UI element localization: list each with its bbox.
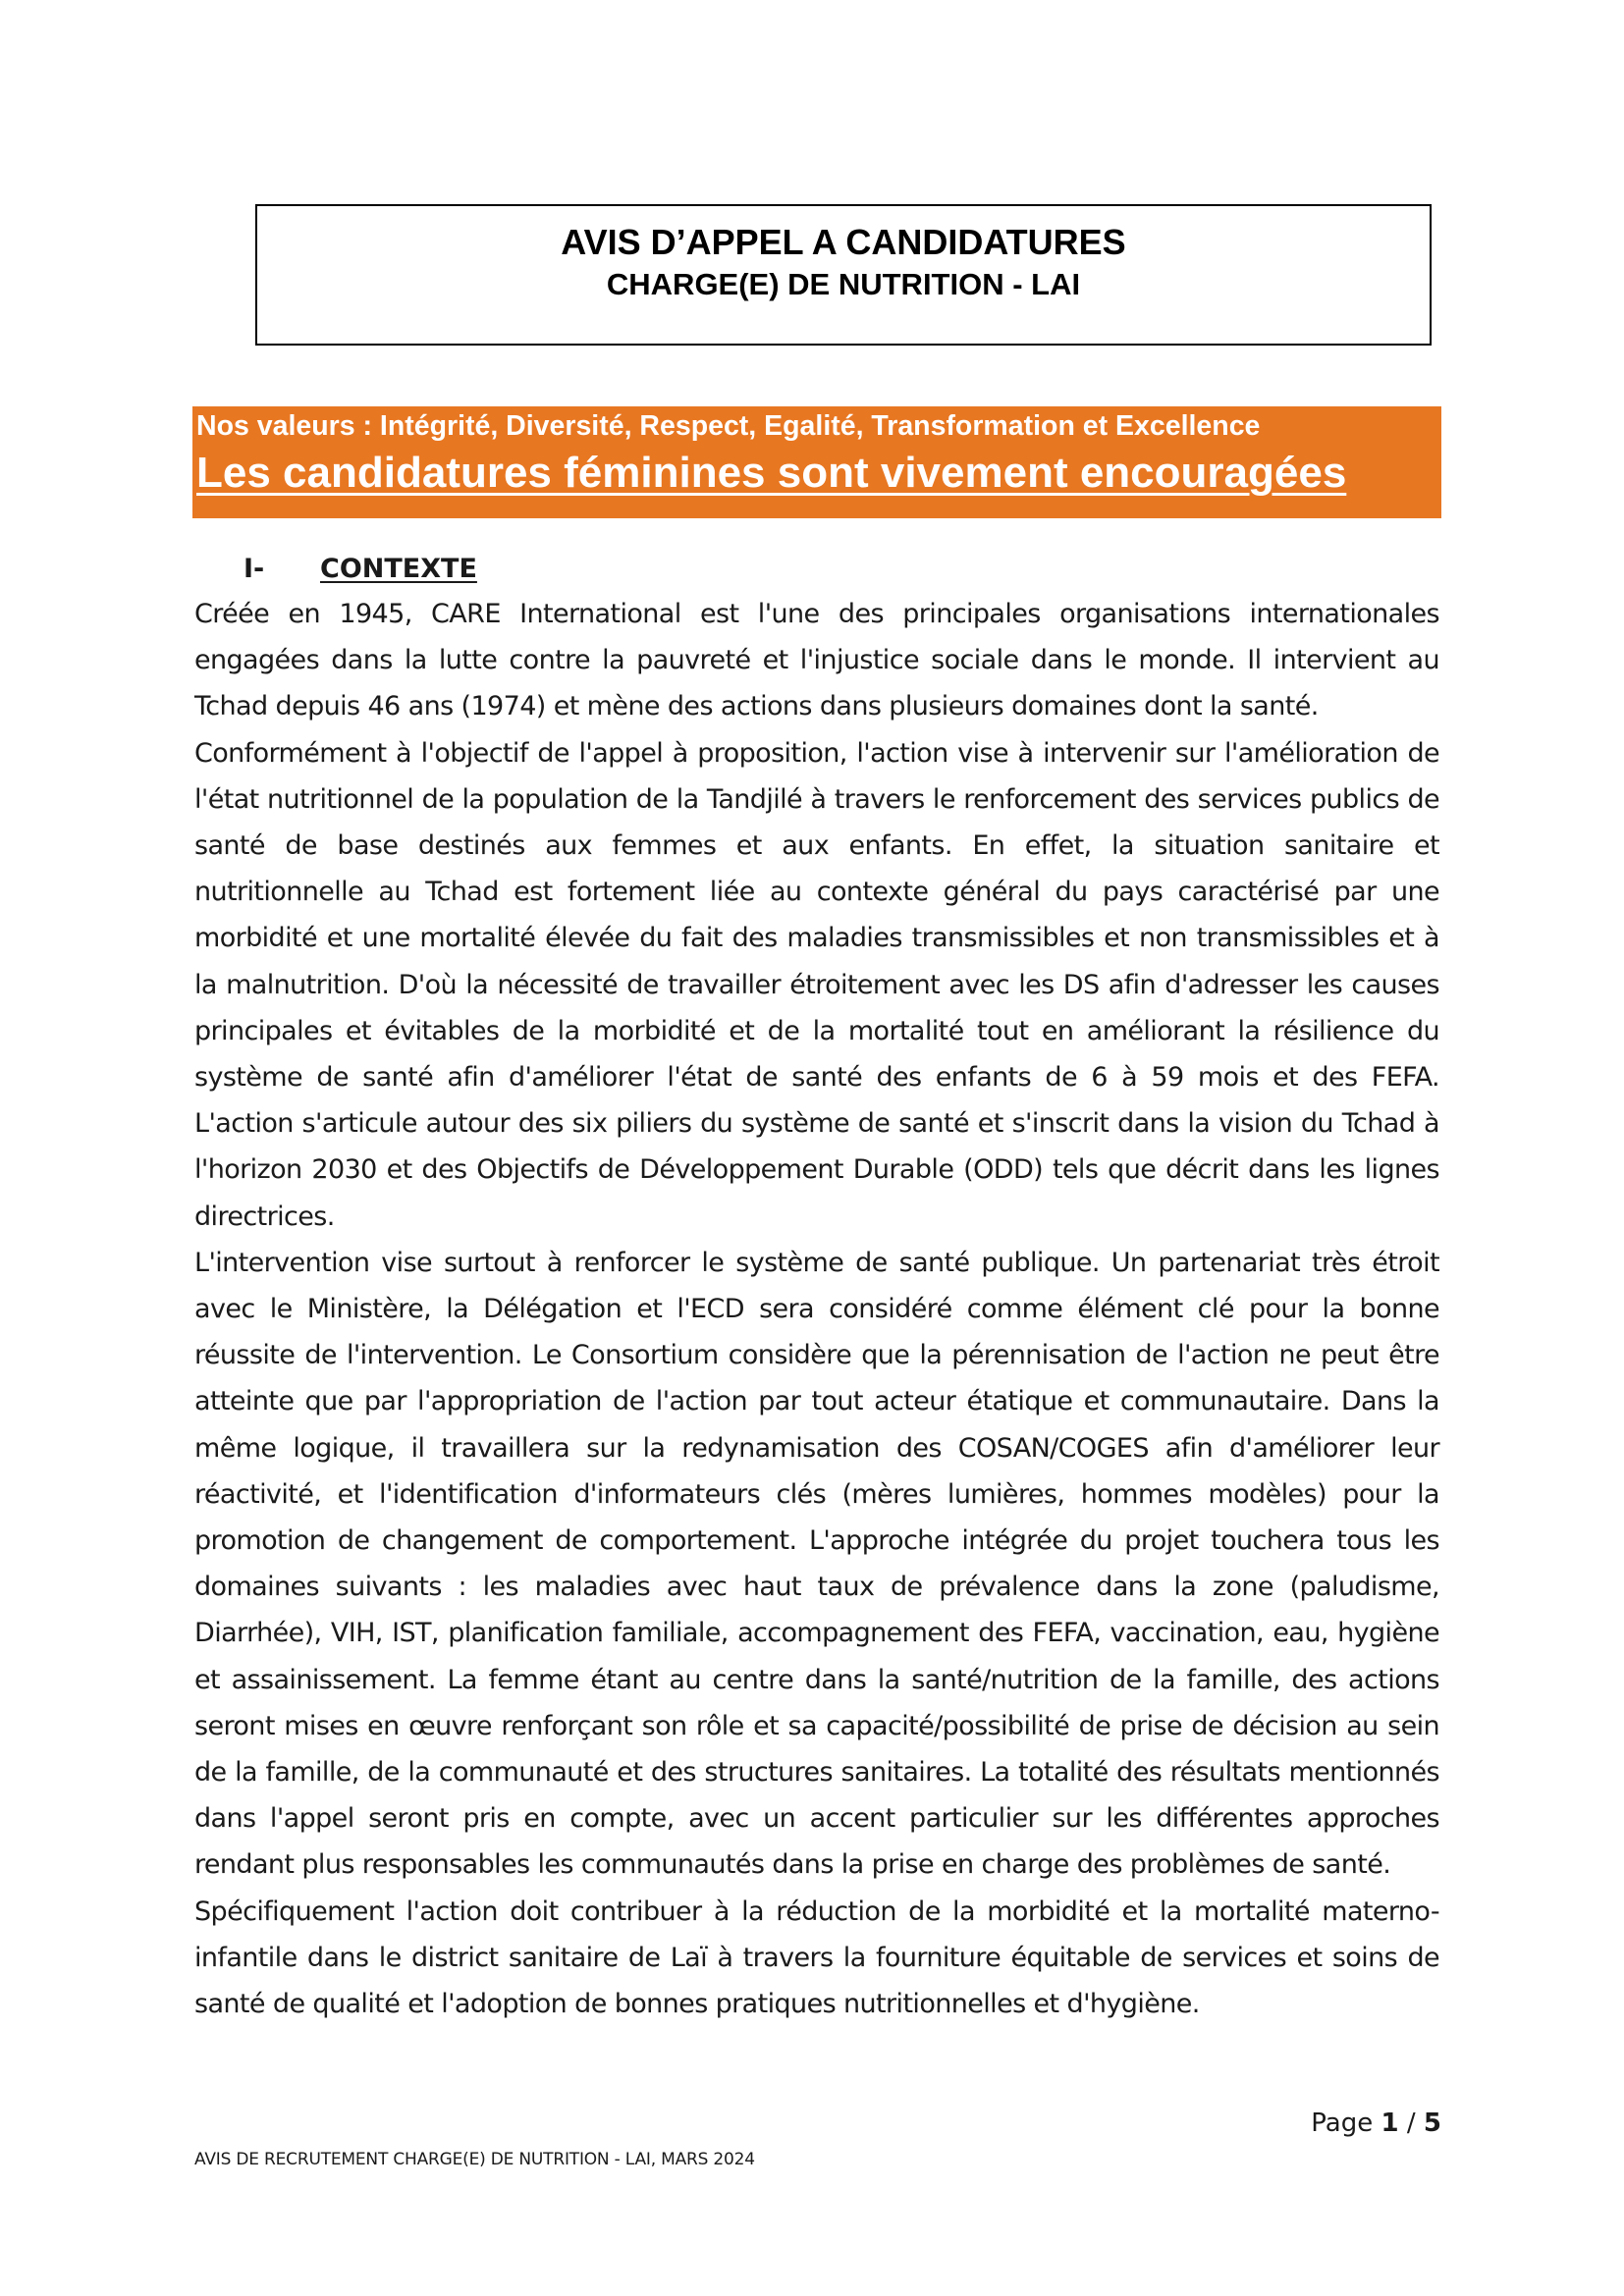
paragraph-objective: Conformément à l'objectif de l'appel à proposition, l'action vise à intervenir sur l'amélioration de l'état nutritionnel de la population de la Tandjilé à travers le renforcement des services publics de santé de base destinés aux femmes et aux enfants. En effet, la situation sanitaire et nutritionnelle au Tchad est fortement liée au contexte général du pays caractérisé par une morbidité et une mortalité élevée du fait des maladies transmissibles et non transmissibles et à la malnutrition. D'où la nécessité de travailler étroitement avec les DS afin d'adresser les causes principales et évitables de la morbidité et de la mortalité tout en améliorant la résilience du système de santé afin d'améliorer l'état de santé des enfants de 6 à 59 mois et des FEFA. L'action s'articule autour des six piliers du système de santé et s'inscrit dans la vision du Tchad à l'horizon 2030 et des Objectifs de Développement Durable (ODD) tels que décrit dans les lignes directrices. <box>194 737 1439 1232</box>
section-number: I- <box>244 554 265 584</box>
document-subtitle: CHARGE(E) DE NUTRITION - LAI <box>606 267 1081 301</box>
section-title: CONTEXTE <box>320 554 477 584</box>
section-heading <box>244 548 477 591</box>
paragraph-specific: Spécifiquement l'action doit contribuer à la réduction de la morbidité et la mortalité materno-infantile dans le district sanitaire de Laï à travers la fourniture équitable de services et soins de santé de qualité et l'adoption de bonnes pratiques nutritionnelles et d'hygiène. <box>194 1896 1439 2020</box>
document-title: AVIS D’APPEL A CANDIDATURES <box>561 222 1126 262</box>
paragraph-intro: Créée en 1945, CARE International est l'une des principales organisations internationales engagées dans la lutte contre la pauvreté et l'injustice sociale dans le monde. Il intervient au Tchad depuis 46 ans (1974) et mène des actions dans plusieurs domaines dont la santé. <box>194 599 1439 722</box>
footer-text: AVIS DE RECRUTEMENT CHARGE(E) DE NUTRITION - LAI, MARS 2024 <box>194 2150 755 2169</box>
page-current: 1 <box>1380 2109 1399 2138</box>
title-box <box>255 204 1432 346</box>
values-text: Nos valeurs : Intégrité, Diversité, Respect, Egalité, Transformation et Excellence <box>196 410 1261 442</box>
page-separator: / <box>1406 2109 1416 2138</box>
page-label: Page <box>1311 2109 1374 2138</box>
page-number <box>1311 2109 1441 2138</box>
slogan-text: Les candidatures féminines sont vivement encouragées <box>196 449 1347 497</box>
page-total: 5 <box>1423 2109 1441 2138</box>
paragraph-intervention: L'intervention vise surtout à renforcer le système de santé publique. Un partenariat très étroit avec le Ministère, la Délégation et l'ECD sera considéré comme élément clé pour la bonne réussite de l'intervention. Le Consortium considère que la pérennisation de l'action ne peut être atteinte que par l'appropriation de l'action par tout acteur étatique et communautaire. Dans la même logique, il travaillera sur la redynamisation des COSAN/COGES afin d'améliorer leur réactivité, et l'identification d'informateurs clés (mères lumières, hommes modèles) pour la promotion de changement de comportement. L'approche intégrée du projet touchera tous les domaines suivants : les maladies avec haut taux de prévalence dans la zone (paludisme, Diarrhée), VIH, IST, planification familiale, accompagnement des FEFA, vaccination, eau, hygiène et assainissement. La femme étant au centre dans la santé/nutrition de la famille, des actions seront mises en œuvre renforçant son rôle et sa capacité/possibilité de prise de décision au sein de la famille, de la communauté et des structures sanitaires. La totalité des résultats mentionnés dans l'appel seront pris en compte, avec un accent particulier sur les différentes approches rendant plus responsables les communautés dans la prise en charge des problèmes de santé. <box>194 1247 1439 1881</box>
values-banner <box>192 406 1441 518</box>
body-text <box>194 591 1439 2027</box>
